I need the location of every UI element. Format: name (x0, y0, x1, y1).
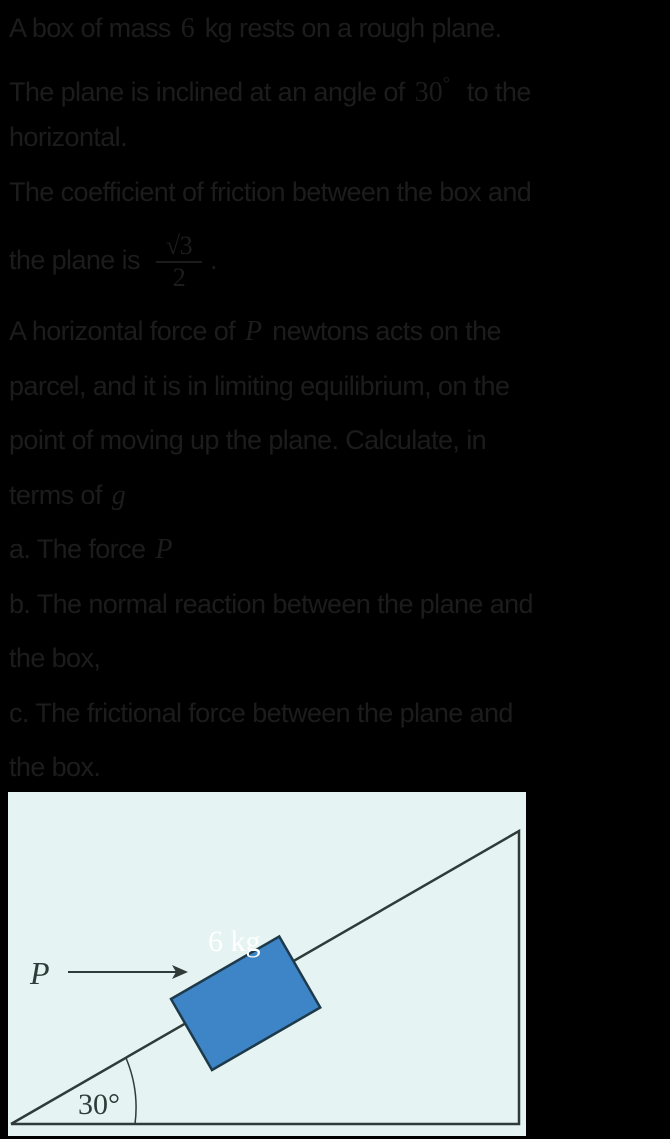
text: a. The force (9, 534, 146, 564)
problem-line-1 (9, 0, 669, 55)
angle-number: 30 (414, 76, 443, 108)
part-c-line-1: c. The frictional force between the plane and (9, 697, 513, 728)
text: the plane is (9, 245, 140, 275)
fraction-denominator: 2 (172, 262, 186, 292)
angle-value (405, 72, 460, 108)
force-variable: P (155, 534, 173, 565)
text: terms of (9, 479, 102, 510)
problem-text (9, 0, 669, 794)
part-b-line-2: the box, (9, 643, 101, 673)
text: to the (466, 76, 531, 107)
problem-line-8: point of moving up the plane. Calculate, in (9, 425, 487, 455)
force-label: P (30, 955, 50, 991)
box-label: 6 kg (208, 925, 261, 958)
part-c-line-2: the box. (9, 752, 101, 782)
text: The plane is inclined at an angle of (9, 76, 405, 107)
text: newtons acts on the (272, 316, 501, 346)
mass-value: 6 (180, 13, 195, 44)
problem-line-3: horizontal. (9, 122, 127, 152)
text: A box of mass (9, 13, 171, 43)
text: A horizontal force of (9, 316, 236, 346)
gravity-variable: g (111, 479, 126, 511)
angle-label: 30° (78, 1088, 120, 1121)
problem-line-2 (9, 55, 669, 110)
part-b-line-1: b. The normal reaction between the plane and (9, 588, 533, 619)
diagram-svg (8, 792, 526, 1136)
angle-arc (126, 1058, 136, 1124)
part-a (9, 521, 669, 576)
problem-line-4: The coefficient of friction between the box and (9, 176, 532, 207)
text: kg rests on a rough plane. (204, 13, 502, 43)
friction-coefficient-fraction (156, 231, 202, 293)
degree-symbol: ° (442, 72, 450, 93)
force-variable: P (245, 316, 263, 347)
text: . (209, 245, 217, 275)
fraction-numerator: √3 (156, 231, 202, 263)
problem-line-9 (9, 467, 669, 522)
inclined-plane-diagram (8, 792, 526, 1136)
problem-line-6 (9, 303, 669, 358)
problem-line-7: parcel, and it is in limiting equilibrium, on the (9, 370, 510, 401)
problem-line-5 (9, 218, 669, 303)
